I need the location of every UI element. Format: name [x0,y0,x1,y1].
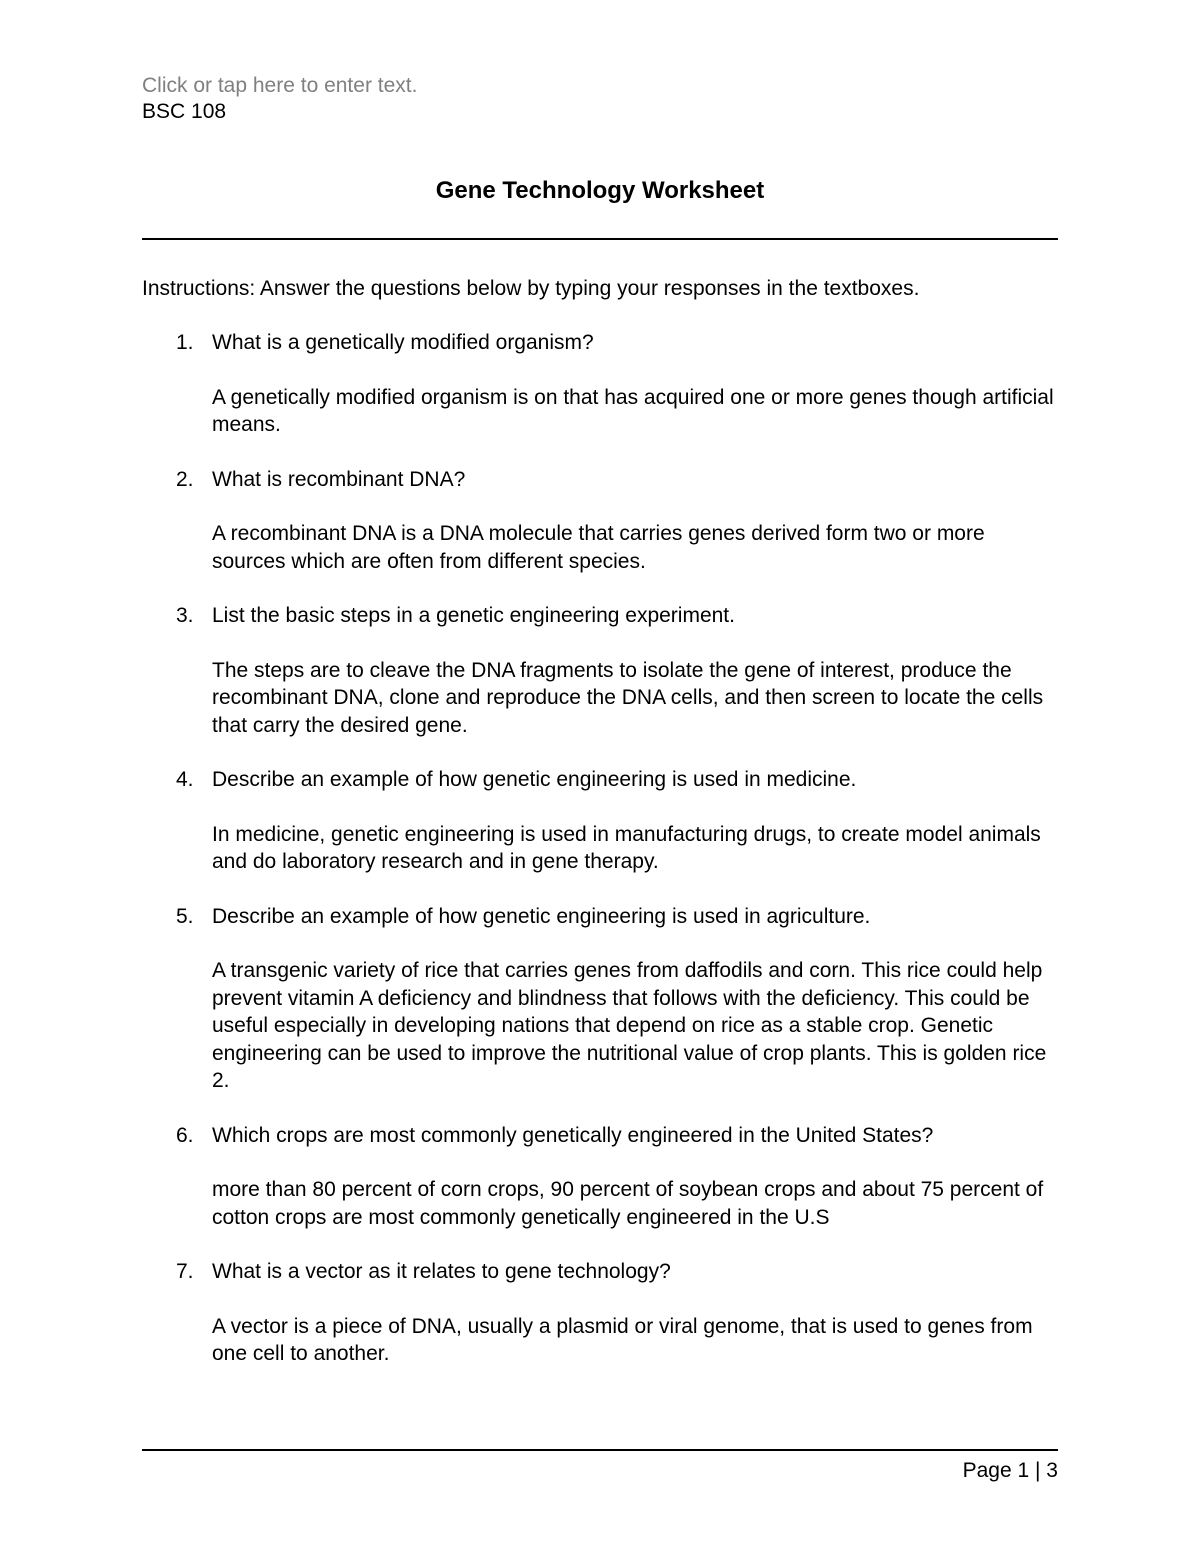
question-text: List the basic steps in a genetic engineering experiment. [212,604,735,627]
instructions-text: Instructions: Answer the questions below by typing your responses in the textboxes. [142,277,920,300]
question-number: 5. [176,904,194,928]
question-text: Describe an example of how genetic engineering is used in medicine. [212,768,857,791]
question-item-5 [142,903,1058,1095]
answer-textbox[interactable]: In medicine, genetic engineering is used in manufacturing drugs, to create model animals and do laboratory research and in gene therapy. [212,822,1041,873]
question-number: 4. [176,768,194,791]
answer-textbox[interactable]: A vector is a piece of DNA, usually a plasmid or viral genome, that is used to genes from one cell to another. [212,1314,1033,1365]
answer-textbox[interactable]: The steps are to cleave the DNA fragments to isolate the gene of interest, produce the recombinant DNA, clone and reproduce the DNA cells, and then screen to locate the cells that carry the desired gene. [212,658,1044,737]
question-number: 6. [176,1123,194,1147]
question-text: What is a genetically modified organism? [212,331,594,354]
question-item-3 [142,602,1058,739]
question-item-7 [142,1258,1058,1368]
question-item-2 [142,466,1058,576]
page-title: Gene Technology Worksheet [435,177,765,204]
question-text: What is a vector as it relates to gene technology? [212,1260,671,1283]
course-code: BSC 108 [142,100,227,123]
answer-textbox[interactable]: A recombinant DNA is a DNA molecule that carries genes derived form two or more sources which are often from different species. [212,522,985,573]
answer-textbox[interactable]: A transgenic variety of rice that carries genes from daffodils and corn. This rice could help prevent vitamin A deficiency and blindness that follows with the deficiency. This could be useful especially in developing nations that depend on rice as a stable crop. Genetic engineering can be used to improve the nutritional value of crop plants. This is golden rice 2. [212,959,1047,1092]
question-text: What is recombinant DNA? [212,467,466,491]
question-text: Describe an example of how genetic engineering is used in agriculture. [212,904,871,928]
question-number: 2. [176,467,194,491]
question-text: Which crops are most commonly genetically engineered in the United States? [212,1123,934,1147]
question-list [142,329,1058,1395]
answer-textbox[interactable]: A genetically modified organism is on that has acquired one or more genes though artificial means. [212,385,1054,436]
question-number: 3. [176,604,194,627]
answer-textbox[interactable]: more than 80 percent of corn crops, 90 percent of soybean crops and about 75 percent of cotton crops are most commonly genetically engineered in the U.S [212,1178,1044,1229]
question-number: 1. [176,331,194,354]
question-item-1 [142,329,1058,439]
question-item-6 [142,1122,1058,1232]
name-placeholder-field[interactable]: Click or tap here to enter text. [142,74,418,97]
footer-divider [142,1449,1058,1451]
question-item-4 [142,766,1058,876]
question-number: 7. [176,1260,194,1283]
page-number: Page 1 | 3 [962,1459,1058,1482]
header-divider [142,238,1058,240]
